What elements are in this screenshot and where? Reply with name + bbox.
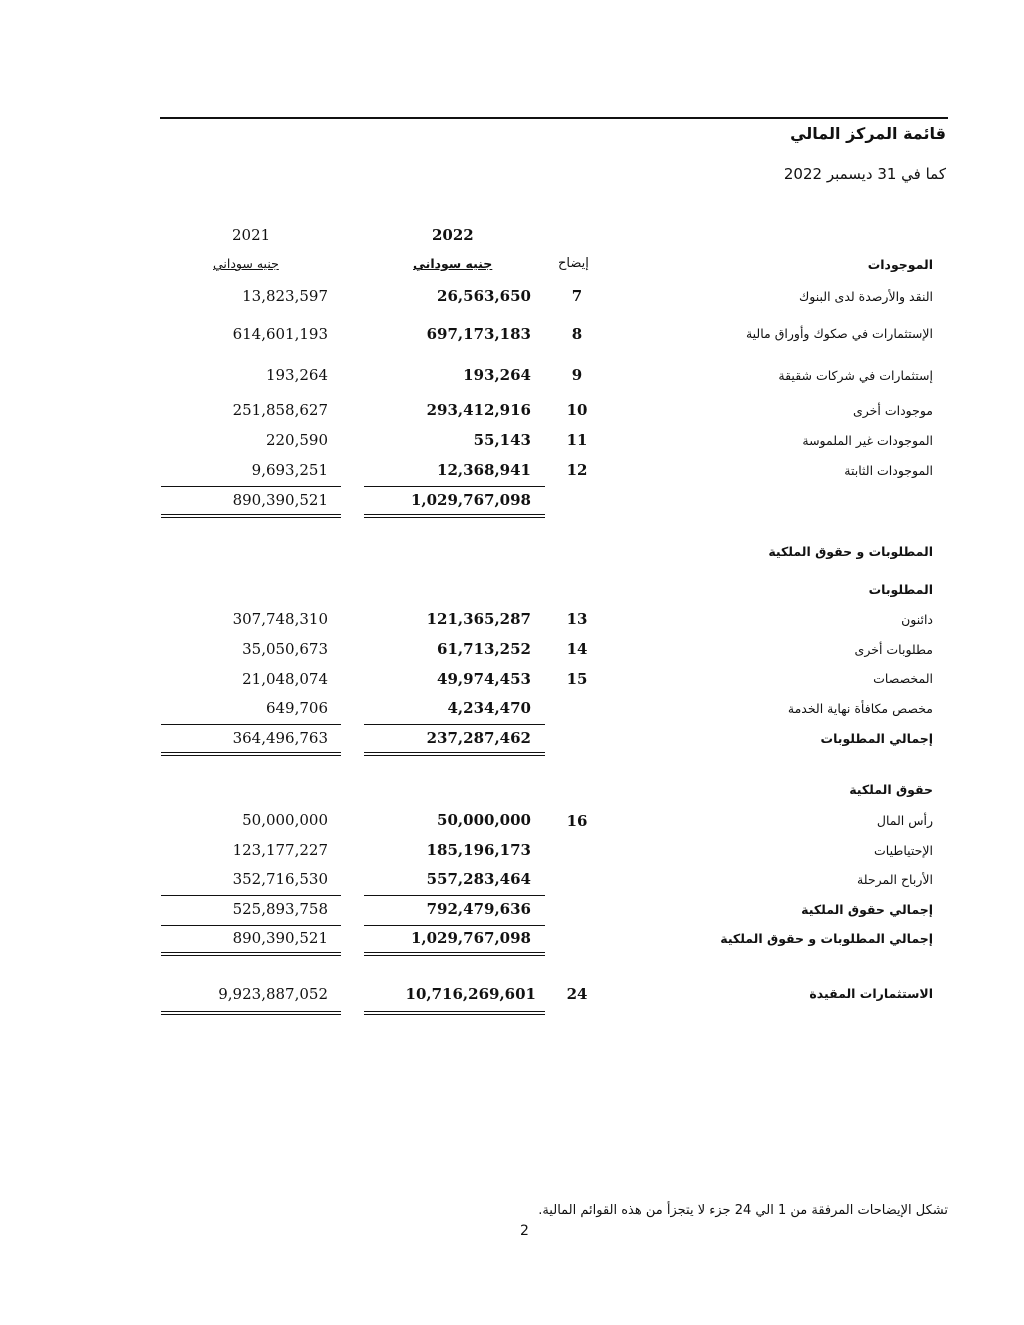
grand-total-label: إجمالي المطلوبات و حقوق الملكية — [720, 931, 933, 946]
row-label: الموجودات غير الملموسة — [802, 433, 933, 448]
row-label: الإحتياطيات — [874, 843, 933, 858]
double-rule — [161, 955, 341, 956]
assets-heading: الموجودات — [867, 257, 933, 272]
row-label: النقد والأرصدة لدى البنوك — [799, 289, 933, 304]
value-2022: 121,365,287 — [426, 610, 531, 628]
row-label: إستثمارات في شركات شقيقة — [778, 368, 933, 383]
total-rule — [364, 925, 545, 926]
row-note: 9 — [571, 366, 583, 384]
row-label: موجودات أخرى — [853, 403, 933, 418]
row-label: الإستثمارات في صكوك وأوراق مالية — [745, 326, 933, 341]
page-number: 2 — [520, 1223, 529, 1239]
row-note: 14 — [566, 640, 588, 658]
liabilities-total-2021: 364,496,763 — [232, 729, 328, 747]
footer-note: تشكل الإيضاحات المرفقة من 1 الي 24 جزء لا يتجزأ من هذه القوائم المالية. — [538, 1203, 948, 1218]
liabilities-equity-heading: المطلوبات و حقوق الملكية — [768, 544, 933, 559]
row-note: 11 — [566, 431, 588, 449]
value-2021: 21,048,074 — [242, 670, 328, 688]
row-note: 13 — [566, 610, 588, 628]
grand-total-2022: 1,029,767,098 — [410, 929, 531, 947]
row-label: مخصص مكافأة نهاية الخدمة — [787, 701, 933, 716]
total-rule — [364, 895, 545, 896]
value-2021: 13,823,597 — [242, 287, 328, 305]
double-rule — [364, 514, 545, 515]
row-label: الأرباح المرحلة — [857, 872, 933, 887]
value-2022: 185,196,173 — [426, 841, 531, 859]
row-note: 15 — [566, 670, 588, 688]
value-2021: 352,716,530 — [232, 870, 328, 888]
equity-total-2021: 525,893,758 — [232, 900, 328, 918]
total-rule — [364, 724, 545, 725]
page-title: قائمة المركز المالي — [790, 124, 946, 143]
value-2021: 193,264 — [265, 366, 328, 384]
row-label: مطلوبات أخرى — [854, 642, 933, 657]
value-2021: 649,706 — [265, 699, 328, 717]
equity-total-label: إجمالي حقوق الملكية — [801, 902, 933, 917]
top-rule — [160, 117, 948, 119]
value-2021: 307,748,310 — [232, 610, 328, 628]
value-2021: 251,858,627 — [232, 401, 328, 419]
restricted-note: 24 — [566, 985, 588, 1003]
value-2021: 614,601,193 — [232, 325, 328, 343]
total-rule — [161, 486, 341, 487]
double-rule — [364, 952, 545, 953]
value-2022: 55,143 — [473, 431, 531, 449]
value-2021: 35,050,673 — [242, 640, 328, 658]
page-subtitle: كما في 31 ديسمبر 2022 — [783, 165, 946, 183]
row-label: الموجودات الثابتة — [844, 463, 933, 478]
row-note: 7 — [571, 287, 583, 305]
row-note: 8 — [571, 325, 583, 343]
total-rule — [364, 486, 545, 487]
row-note: 12 — [566, 461, 588, 479]
liabilities-total-2022: 237,287,462 — [426, 729, 531, 747]
total-rule — [161, 895, 341, 896]
row-note: 16 — [566, 812, 588, 830]
year-2022-header: 2022 — [432, 226, 474, 244]
double-rule — [161, 1011, 341, 1012]
year-2021-header: 2021 — [232, 226, 271, 244]
double-rule — [364, 517, 545, 518]
assets-total-2021: 890,390,521 — [232, 491, 328, 509]
total-rule — [161, 724, 341, 725]
row-label: رأس المال — [876, 813, 933, 828]
double-rule — [161, 752, 341, 753]
value-2022: 293,412,916 — [426, 401, 531, 419]
currency-2022-header: جنيه سوداني — [413, 256, 493, 271]
equity-total-2022: 792,479,636 — [426, 900, 531, 918]
double-rule — [364, 955, 545, 956]
liabilities-total-label: إجمالي المطلوبات — [820, 731, 933, 746]
value-2022: 49,974,453 — [437, 670, 531, 688]
double-rule — [161, 755, 341, 756]
value-2022: 557,283,464 — [426, 870, 531, 888]
total-rule — [161, 925, 341, 926]
value-2022: 697,173,183 — [426, 325, 531, 343]
currency-2021-header: جنيه سوداني — [213, 256, 279, 271]
row-label: المخصصات — [873, 671, 933, 686]
restricted-2021: 9,923,887,052 — [218, 985, 328, 1003]
restricted-investments-label: الاستثمارات المقيدة — [809, 986, 933, 1001]
value-2022: 12,368,941 — [437, 461, 531, 479]
row-label: دائنون — [901, 612, 933, 627]
assets-total-2022: 1,029,767,098 — [410, 491, 531, 509]
double-rule — [161, 952, 341, 953]
value-2021: 9,693,251 — [251, 461, 328, 479]
row-note: 10 — [566, 401, 588, 419]
double-rule — [364, 755, 545, 756]
double-rule — [161, 517, 341, 518]
value-2022: 26,563,650 — [437, 287, 531, 305]
double-rule — [364, 752, 545, 753]
equity-heading: حقوق الملكية — [849, 782, 933, 797]
double-rule — [161, 1014, 341, 1015]
value-2022: 193,264 — [463, 366, 531, 384]
value-2022: 50,000,000 — [437, 811, 531, 829]
value-2021: 220,590 — [265, 431, 328, 449]
value-2022: 4,234,470 — [447, 699, 531, 717]
double-rule — [364, 1014, 545, 1015]
double-rule — [161, 514, 341, 515]
value-2022: 61,713,252 — [437, 640, 531, 658]
value-2021: 123,177,227 — [232, 841, 328, 859]
note-column-header: إيضاح — [558, 256, 589, 271]
grand-total-2021: 890,390,521 — [232, 929, 328, 947]
liabilities-heading: المطلوبات — [868, 582, 933, 597]
restricted-2022: 10,716,269,601 — [405, 985, 536, 1003]
value-2021: 50,000,000 — [242, 811, 328, 829]
double-rule — [364, 1011, 545, 1012]
